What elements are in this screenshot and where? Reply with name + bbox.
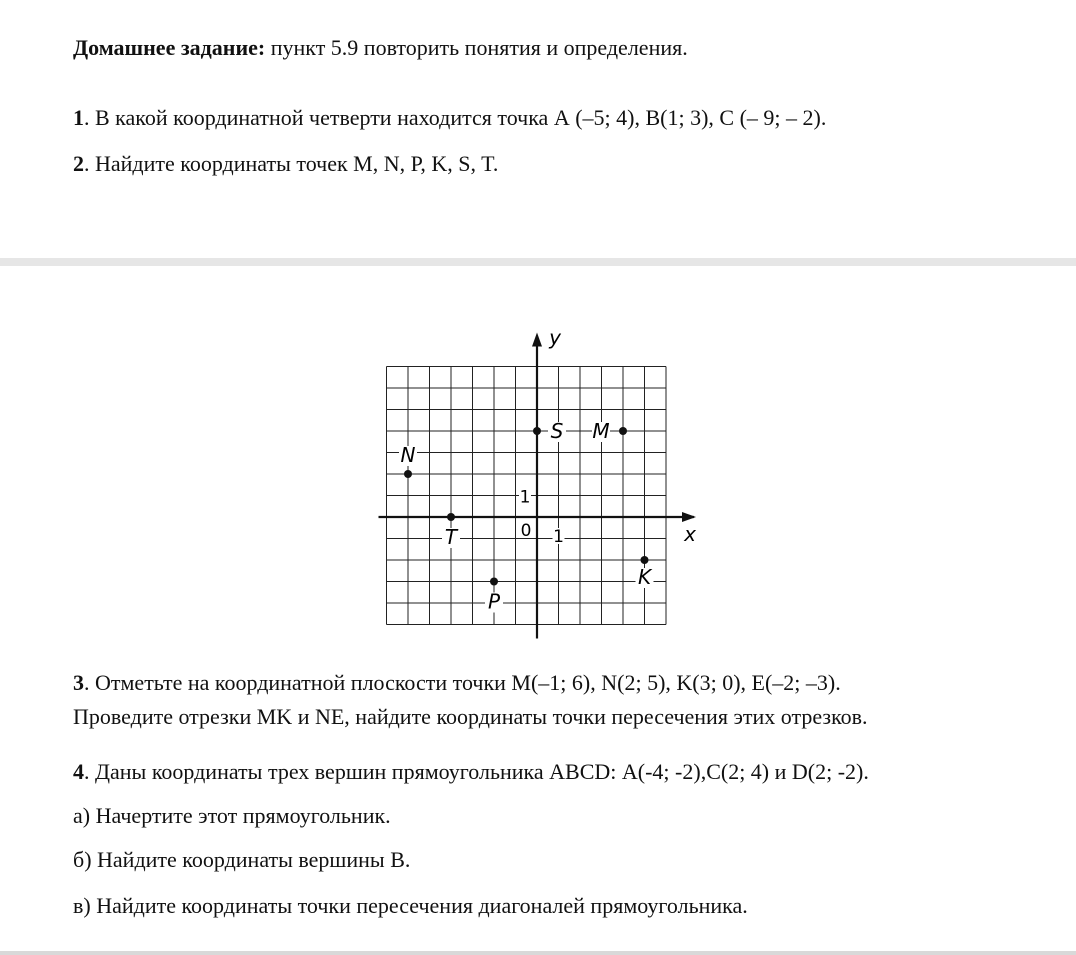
- task-3: [73, 669, 841, 697]
- task-1: [73, 104, 826, 132]
- unit-x-label: 1: [553, 527, 564, 547]
- point-T-label: T: [444, 525, 458, 549]
- task-3-number: 3: [73, 670, 84, 695]
- y-axis-label: y: [549, 325, 561, 350]
- point-N-label: N: [400, 443, 416, 467]
- task-2-number: 2: [73, 151, 84, 176]
- task-2: [73, 150, 498, 178]
- homework-line: [73, 34, 688, 62]
- point-T-marker: [447, 513, 455, 521]
- task-4-part-b: б) Найдите координаты вершины В.: [73, 847, 411, 872]
- point-S-label: S: [550, 419, 564, 443]
- task-3-line-2: Проведите отрезки MK и NE, найдите координаты точки пересечения этих отрезков.: [73, 704, 868, 729]
- task-1-text: . В какой координатной четверти находится точка А (–5; 4), В(1; 3), С (– 9; – 2).: [84, 105, 827, 130]
- point-K-label: K: [637, 565, 652, 589]
- task-2-text: . Найдите координаты точек M, N, P, K, S, T.: [84, 151, 499, 176]
- axes: [379, 326, 697, 639]
- homework-title: Домашнее задание:: [73, 35, 266, 60]
- bottom-rule: [0, 951, 1076, 955]
- task-4-part-a: а) Начертите этот прямоугольник.: [73, 803, 391, 828]
- x-axis-label: x: [684, 522, 696, 546]
- coordinate-grid-figure: [370, 325, 710, 645]
- unit-y-label: 1: [519, 487, 531, 508]
- task-4: [73, 758, 869, 786]
- point-M-marker: [619, 427, 627, 435]
- page-divider: [0, 258, 1076, 266]
- task-1-number: 1: [73, 105, 84, 130]
- point-S-marker: [533, 427, 541, 435]
- origin-label: 0: [520, 521, 532, 541]
- point-P-marker: [490, 578, 498, 586]
- homework-text: пункт 5.9 повторить понятия и определения.: [265, 35, 688, 60]
- point-M-label: M: [592, 419, 610, 443]
- x-axis-arrow: [682, 512, 696, 522]
- y-axis-arrow: [532, 333, 542, 347]
- point-P-label: P: [487, 589, 501, 614]
- task-4-text: . Даны координаты трех вершин прямоугольника ABCD: А(-4; -2),С(2; 4) и D(2; -2).: [84, 759, 869, 784]
- task-4-part-c: в) Найдите координаты точки пересечения диагоналей прямоугольника.: [73, 893, 748, 918]
- point-K-marker: [641, 556, 649, 564]
- point-N-marker: [404, 470, 412, 478]
- task-3-text: . Отметьте на координатной плоскости точки M(–1; 6), N(2; 5), K(3; 0), E(–2; –3).: [84, 670, 841, 695]
- task-4-number: 4: [73, 759, 84, 784]
